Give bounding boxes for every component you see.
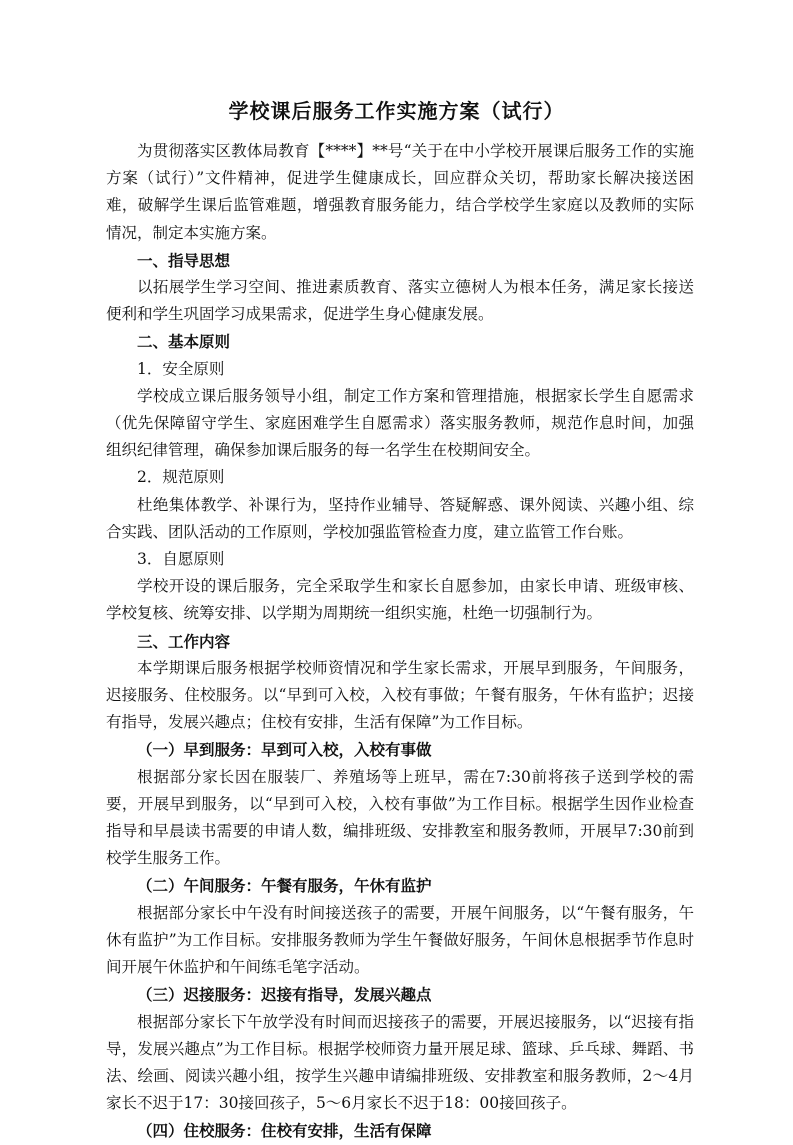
section-heading-work-content: 三、工作内容 [137, 631, 231, 651]
principle-voluntary-paragraph: 学校开设的课后服务，完全采取学生和家长自愿参加，由家长申请、班级审核、学校复核、统筹安排、以学期为周期统一组织实施，杜绝一切强制行为。 [106, 577, 694, 623]
principle-standard-paragraph: 杜绝集体教学、补课行为，坚持作业辅导、答疑解惑、课外阅读、兴趣小组、综合实践、团队活动的工作原则，学校加强监管检查力度，建立监管工作台账。 [106, 495, 694, 541]
principle-standard-label: 2．规范原则 [137, 468, 225, 487]
section-heading-guiding-ideology: 一、指导思想 [137, 250, 231, 270]
principle-safety-label: 1．安全原则 [137, 359, 225, 378]
section-heading-basic-principles: 二、基本原则 [137, 332, 231, 352]
document-title: 学校课后服务工作实施方案（试行） [228, 99, 565, 123]
late-pickup-paragraph: 根据部分家长下午放学没有时间而迟接孩子的需要，开展迟接服务，以“迟接有指导，发展兴趣点”为工作目标。根据学校师资力量开展足球、篮球、乒乓球、舞蹈、书法、绘画、阅读兴趣小组，按学生兴趣申请编排班级、安排教室和服务教师，2～4月家长不迟于17：30接回孩子，5～6月家长不迟于18：00接回孩子。 [106, 1012, 694, 1113]
principle-voluntary-label: 3．自愿原则 [137, 550, 225, 569]
work-content-paragraph: 本学期课后服务根据学校师资情况和学生家长需求，开展早到服务，午间服务，迟接服务、住校服务。以“早到可入校，入校有事做；午餐有服务，午休有监护；迟接有指导，发展兴趣点；住校有安排，生活有保障”为工作目标。 [106, 658, 694, 732]
guiding-ideology-paragraph: 以拓展学生学习空间、推进素质教育、落实立德树人为根本任务，满足家长接送便利和学生巩固学习成果需求，促进学生身心健康发展。 [106, 278, 694, 324]
subheading-early-arrival: （一）早到服务：早到可入校，入校有事做 [137, 740, 432, 760]
intro-paragraph: 为贯彻落实区教体局教育【****】**号“关于在中小学校开展课后服务工作的实施方案（试行）”文件精神，促进学生健康成长，回应群众关切，帮助家长解决接送困难，破解学生课后监管难题，增强教育服务能力，结合学校学生家庭以及教师的实际情况，制定本实施方案。 [106, 142, 694, 242]
subheading-late-pickup: （三）迟接服务：迟接有指导，发展兴趣点 [137, 985, 432, 1005]
subheading-boarding-service: （四）住校服务：住校有安排，生活有保障 [137, 1121, 432, 1141]
subheading-noon-service: （二）午间服务：午餐有服务，午休有监护 [137, 876, 432, 896]
noon-service-paragraph: 根据部分家长中午没有时间接送孩子的需要，开展午间服务，以“午餐有服务，午休有监护”为工作目标。安排服务教师为学生午餐做好服务，午间休息根据季节作息时间开展午休监护和午间练毛笔字活动。 [106, 903, 694, 977]
principle-safety-paragraph: 学校成立课后服务领导小组，制定工作方案和管理措施，根据家长学生自愿需求（优先保障留守学生、家庭困难学生自愿需求）落实服务教师，规范作息时间，加强组织纪律管理，确保参加课后服务的每一名学生在校期间安全。 [106, 386, 694, 460]
document-body [106, 138, 694, 1145]
early-arrival-paragraph: 根据部分家长因在服装厂、养殖场等上班早，需在7:30前将孩子送到学校的需要，开展早到服务，以“早到可入校，入校有事做”为工作目标。根据学生因作业检查指导和早晨读书需要的申请人数，编排班级、安排教室和服务教师，开展早7:30前到校学生服务工作。 [106, 767, 694, 868]
